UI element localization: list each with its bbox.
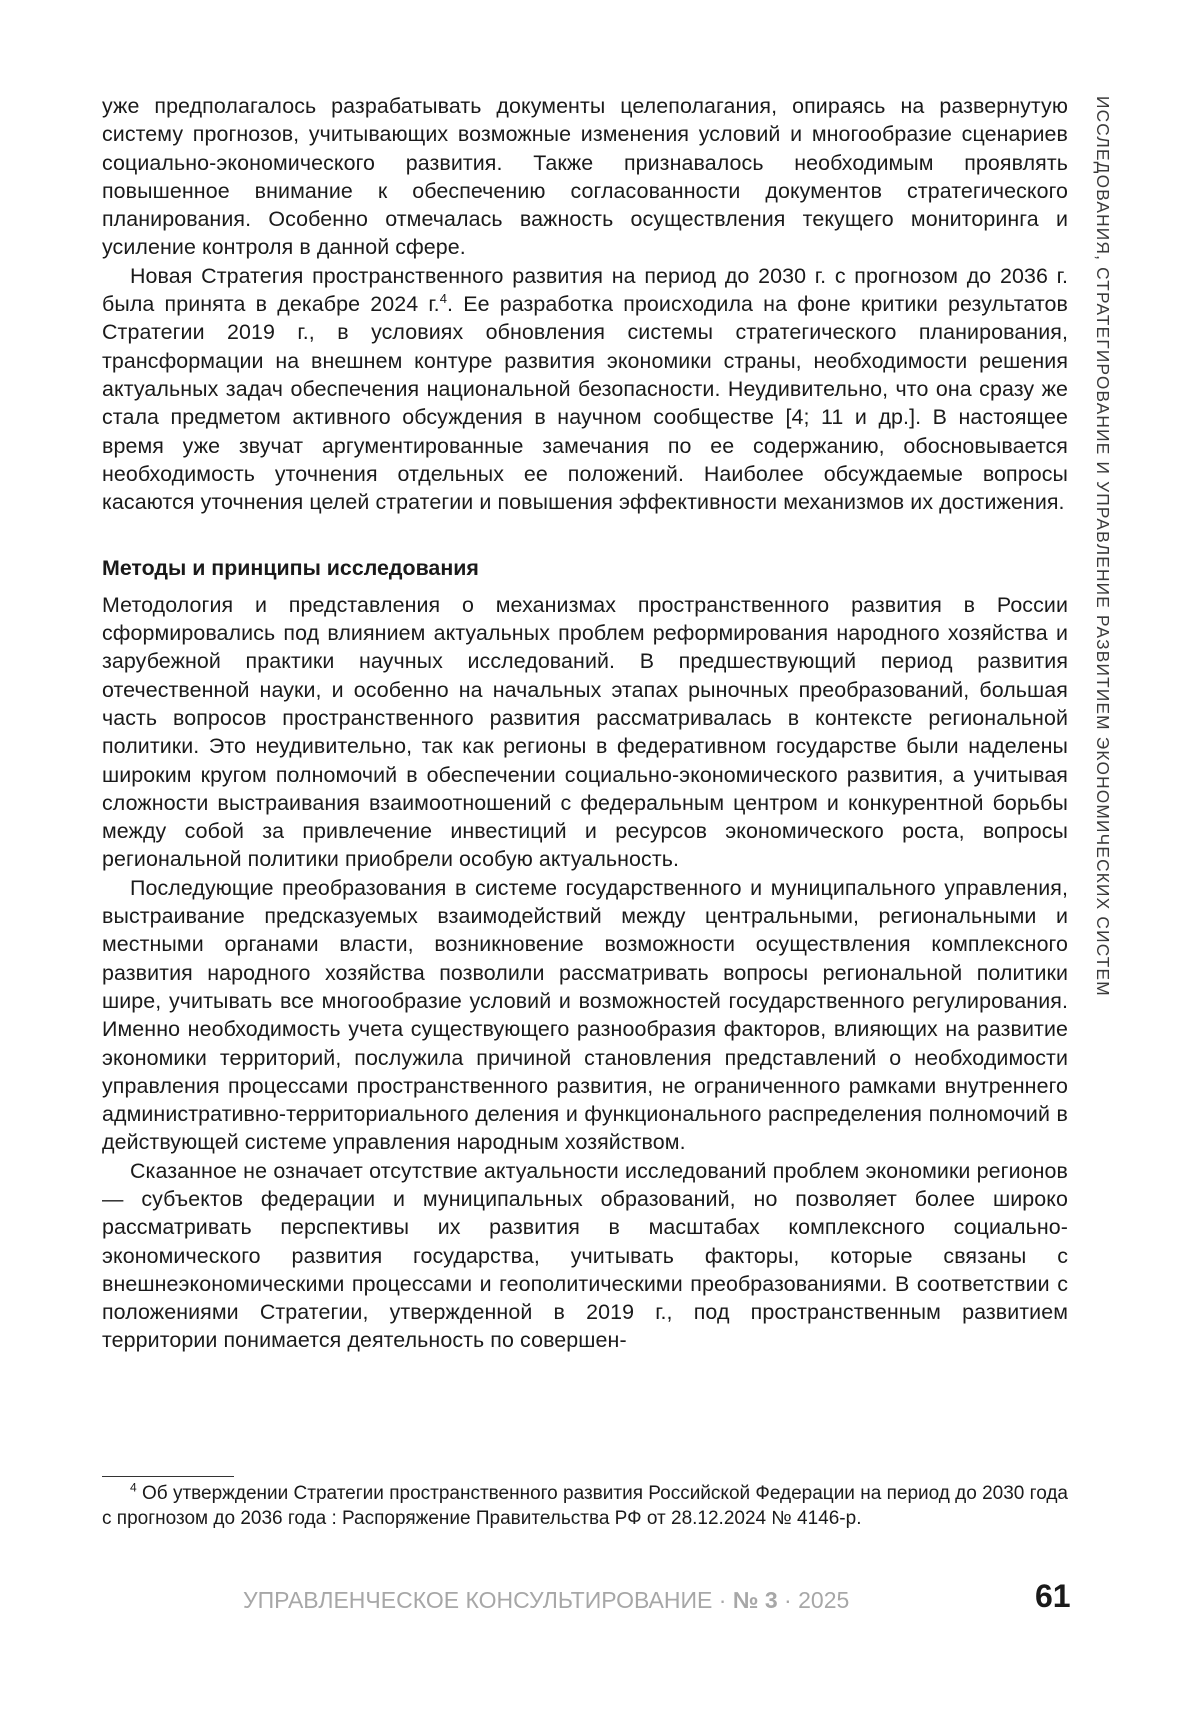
section-paragraph-2: Последующие преобразования в системе государственного и муниципального управления, выстраивание предсказуемых взаимодействий между центральными, региональными и местными органами власти, возникновение возможности осуществления комплексного развития народного хозяйства позволили рассматривать вопросы региональной политики шире, учитывать все многообразие условий и возможностей государственного регулирования. Именно необходимость учета существующего разнообразия факторов, влияющих на развитие экономики территорий, послужила причиной становления представлений о необходимости управления процессами пространственного развития, не ограниченного рамками внутреннего административно-территориального деления и функционального распределения полномочий в действующей системе управления народным хозяйством. xyxy=(102,875,1068,1155)
footnote-4 xyxy=(102,1481,1068,1531)
section-paragraph-1: Методология и представления о механизмах пространственного развития в России сформировались под влиянием актуальных проблем реформирования народного хозяйства и зарубежной практики научных исследований. В предшествующий период развития отечественной науки, и особенно на начальных этапах рыночных преобразований, большая часть вопросов пространственного развития рассматривалась в контексте региональной политики. Это неудивительно, так как регионы в федеративном государстве были наделены широким кругом полномочий в обеспечении социально-экономического развития, а учитывая сложности выстраивания взаимоотношений с федеральным центром и конкурентной борьбы между собой за привлечение инвестиций и ресурсов экономического роста, вопросы региональной политики приобрели особую актуальность. xyxy=(102,592,1068,872)
journal-name: УПРАВЛЕНЧЕСКОЕ КОНСУЛЬТИРОВАНИЕ xyxy=(243,1587,713,1613)
article-body xyxy=(102,92,1068,1355)
footer-separator: · xyxy=(712,1587,733,1613)
section-paragraph-3: Сказанное не означает отсутствие актуальности исследований проблем экономики регионов — субъектов федерации и муниципальных образований, но позволяет более широко рассматривать перспективы их развития в масштабах комплексного социально-экономического развития государства, учитывать факторы, которые связаны с внешнеэкономическими процессами и геополитическими преобразованиями. В соответствии с положениями Стратегии, утвержденной в 2019 г., под пространственным развитием территории понимается деятельность по совершен- xyxy=(102,1158,1068,1353)
footer-separator: · xyxy=(777,1587,799,1613)
intro-paragraph-2-text-b: . Ее разработка происходила на фоне критики результатов Стратегии 2019 г., в условиях обновления системы стратегического планирования, трансформации на внешнем контуре развития экономики страны, необходимости решения актуальных задач обеспечения национальной безопасности. Неудивительно, что она сразу же стала предметом активного обсуждения в научном сообществе [4; 11 и др.]. В настоящее время уже звучат аргументированные замечания по ее содержанию, обосновывается необходимость уточнения отдельных ее положений. Наиболее обсуждаемые вопросы касаются уточнения целей стратегии и повышения эффективности механизмов их достижения. xyxy=(102,292,1069,515)
journal-footer xyxy=(243,1587,849,1614)
intro-paragraph-2 xyxy=(102,262,1068,517)
intro-paragraph-1: уже предполагалось разрабатывать документы целеполагания, опираясь на развернутую систему прогнозов, учитывающих возможные изменения условий и многообразие сценариев социально-экономического развития. Также признавалось необходимым проявлять повышенное внимание к обеспечению согласованности документов стратегического планирования. Особенно отмечалась важность осуществления текущего мониторинга и усиление контроля в данной сфере. xyxy=(102,94,1068,260)
page-number: 61 xyxy=(1035,1578,1071,1614)
intro-paragraph-2-text-a: Новая Стратегия пространственного развития на период до 2030 г. с прогнозом до 2036 г. была принята в декабре 2024 г. xyxy=(102,263,1068,317)
footnote-divider xyxy=(102,1476,234,1477)
issue-number: № 3 xyxy=(732,1587,778,1613)
footnote-marker: 4 xyxy=(130,1480,137,1495)
issue-year: 2025 xyxy=(798,1587,850,1613)
footnote-text: Об утверждении Стратегии пространственного развития Российской Федерации на период до 2030 года с прогнозом до 2036 года : Распоряжение Правительства РФ от 28.12.2024 № 4146-р. xyxy=(102,1483,1068,1529)
running-section-title: ИССЛЕДОВАНИЯ, СТРАТЕГИРОВАНИЕ И УПРАВЛЕНИЕ РАЗВИТИЕМ ЭКОНОМИЧЕСКИХ СИСТЕМ xyxy=(1093,96,1113,997)
footnote-reference-4[interactable]: 4 xyxy=(439,290,448,306)
section-heading: Методы и принципы исследования xyxy=(102,556,479,581)
